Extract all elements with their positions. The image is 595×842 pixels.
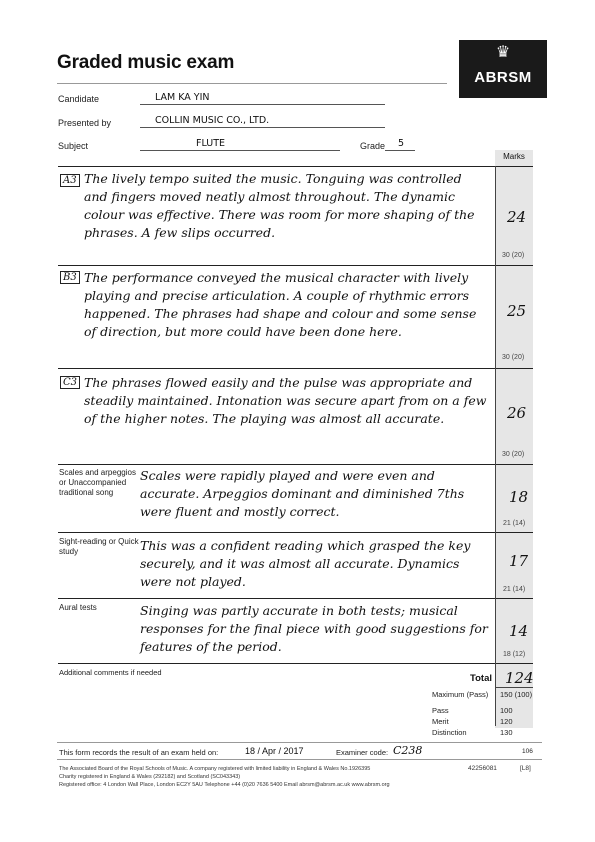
examiner-comment: The phrases flowed easily and the pulse was appropriate and steadily maintained. Intonation was secure apart from on a few of the higher notes. The playing was almost all accurate. <box>84 375 487 426</box>
row-divider <box>58 598 533 599</box>
page-number: 106 <box>522 748 533 755</box>
presented-label: Presented by <box>58 118 112 128</box>
examiner-comment: The performance conveyed the musical character with lively playing and precise articulation. A couple of rhythmic errors happened. The phrases had shape and colour and some sense of direction, but more could have been done here. <box>84 270 477 339</box>
examiner-comment: Singing was partly accurate in both tests; musical responses for the final piece with good suggestions for features of the period. <box>140 603 488 654</box>
candidate-line <box>140 104 385 105</box>
max-value: 150 (100) <box>500 690 533 699</box>
subject-line <box>140 150 340 151</box>
section-a3 <box>58 168 493 264</box>
total-label: Total <box>470 673 492 684</box>
section-name: Aural tests <box>59 603 97 612</box>
footer-line-2: Charity registered in England & Wales (292182) and Scotland (SC043343) <box>59 774 241 780</box>
candidate-value: LAM KA YIN <box>155 92 210 103</box>
additional-comments-label: Additional comments if needed <box>59 668 162 677</box>
section-mark: 24 <box>507 208 527 226</box>
row-divider <box>58 265 533 266</box>
presented-value: COLLIN MUSIC CO., LTD. <box>155 115 270 126</box>
section-label: A3 <box>60 174 80 187</box>
section-mark: 14 <box>509 622 529 640</box>
marks-column <box>495 150 533 728</box>
page-title: Graded music exam <box>57 52 235 73</box>
candidate-label: Candidate <box>58 94 100 104</box>
subject-value: FLUTE <box>196 138 226 149</box>
section-max: 21 (14) <box>503 520 526 527</box>
footer-line-3: Registered office: 4 London Wall Place, London EC2Y 5AU Telephone +44 (0)20 7636 5400 Email abrsm@abrsm.ac.uk www.abrsm.org <box>59 782 390 788</box>
grade-value: 5 <box>398 138 405 149</box>
presented-line <box>140 127 385 128</box>
footer-line-1: The Associated Board of the Royal Schools of Music. A company registered with limited liability in England & Wales No.1926395 <box>59 766 371 772</box>
footer-divider-2 <box>57 759 542 760</box>
form-ref-2: [L8] <box>520 765 531 772</box>
section-mark: 18 <box>509 488 529 506</box>
marks-header: Marks <box>503 152 525 161</box>
exam-date: 18 / Apr / 2017 <box>245 746 304 756</box>
grade-label: Grade <box>360 141 386 151</box>
distinction-value: 130 <box>500 728 513 737</box>
distinction-label: Distinction <box>432 728 467 737</box>
section-max: 30 (20) <box>502 354 525 361</box>
examiner-comment: This was a confident reading which grasped the key securely, and it was almost all accurate. Dynamics were not played. <box>140 538 471 589</box>
merit-label: Merit <box>432 717 449 726</box>
total-underline <box>496 687 533 688</box>
examiner-code: C238 <box>393 744 423 757</box>
pass-value: 100 <box>500 706 513 715</box>
header-divider <box>57 83 447 84</box>
row-divider <box>58 368 533 369</box>
section-mark: 25 <box>507 302 527 320</box>
section-mark: 17 <box>509 552 529 570</box>
table-top-border <box>58 166 533 167</box>
logo-text: ABRSM <box>474 69 532 86</box>
examiner-label: Examiner code: <box>336 748 389 757</box>
section-label: B3 <box>60 271 80 284</box>
section-max: 21 (14) <box>503 586 526 593</box>
merit-value: 120 <box>500 717 513 726</box>
footer-divider <box>57 742 542 743</box>
abrsm-logo <box>459 40 547 98</box>
row-divider <box>58 532 533 533</box>
section-label: C3 <box>60 376 80 389</box>
examiner-comment: The lively tempo suited the music. Tonguing was controlled and fingers moved neatly almost throughout. The dynamic colour was effective. There was room for more shaping of the phrases. A few slips occurred. <box>84 171 475 240</box>
section-max: 18 (12) <box>503 651 526 658</box>
section-mark: 26 <box>507 404 527 422</box>
total-value: 124 <box>505 669 534 687</box>
section-name: Sight-reading or Quick study <box>59 537 139 556</box>
max-label: Maximum (Pass) <box>432 690 489 699</box>
row-divider <box>58 464 533 465</box>
section-max: 30 (20) <box>502 451 525 458</box>
crown-icon: ♛ <box>495 44 511 61</box>
section-b3 <box>58 267 493 367</box>
pass-label: Pass <box>432 706 449 715</box>
grade-line <box>385 150 415 151</box>
examiner-comment: Scales were rapidly played and were even and accurate. Arpeggios dominant and diminished 7ths were fluent and mostly correct. <box>140 468 465 519</box>
section-max: 30 (20) <box>502 252 525 259</box>
section-c3 <box>58 370 493 463</box>
section-name: Scales and arpeggios or Unaccompanied traditional song <box>59 468 136 497</box>
table-bottom-border <box>58 663 533 664</box>
subject-label: Subject <box>58 141 89 151</box>
record-text: This form records the result of an exam held on: <box>59 748 219 757</box>
marks-divider <box>495 166 496 726</box>
form-ref: 42256081 <box>468 765 497 772</box>
